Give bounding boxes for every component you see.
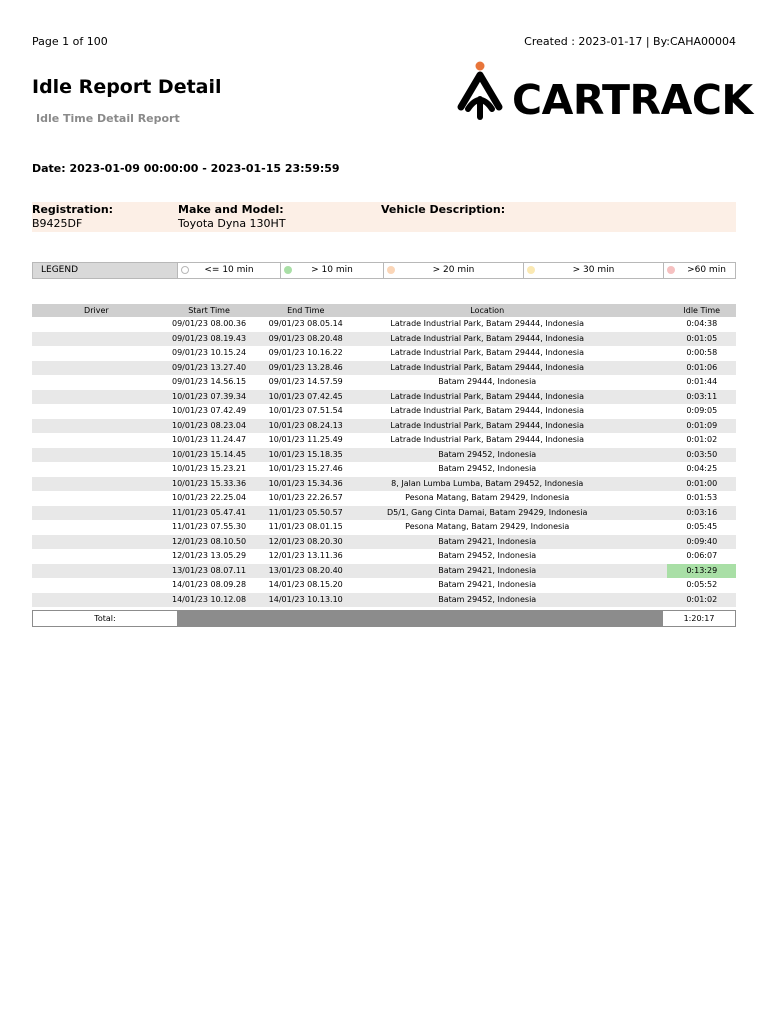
driver-cell <box>32 520 161 535</box>
total-row <box>32 610 736 627</box>
location-cell: Latrade Industrial Park, Batam 29444, Indonesia <box>390 406 585 415</box>
created-info: Created : 2023-01-17 | By:CAHA00004 <box>524 35 736 48</box>
legend-title-cell <box>33 263 177 278</box>
location-cell: Latrade Industrial Park, Batam 29444, Indonesia <box>390 348 585 357</box>
start-time-cell: 12/01/23 08.10.50 <box>161 535 258 550</box>
col-driver: Driver <box>32 304 161 317</box>
idle-time-cell: 0:04:25 <box>686 464 718 473</box>
spacer-cell <box>620 491 667 506</box>
idle-time-cell: 0:04:38 <box>686 319 718 328</box>
end-time-cell: 10/01/23 22.26.57 <box>268 493 343 502</box>
location-cell: Batam 29421, Indonesia <box>354 564 620 579</box>
spacer-cell <box>620 317 667 332</box>
start-time-cell: 14/01/23 08.09.28 <box>172 580 247 589</box>
spacer-cell <box>620 564 667 579</box>
spacer-cell <box>620 506 667 521</box>
end-time-cell: 10/01/23 07.42.45 <box>257 390 354 405</box>
table-row <box>32 477 736 492</box>
col-idle-time: Idle Time <box>667 304 736 317</box>
table-row <box>32 346 736 361</box>
end-time-cell: 10/01/23 15.34.36 <box>257 477 354 492</box>
idle-time-cell: 0:09:05 <box>686 406 718 415</box>
idle-time-cell: 0:06:07 <box>686 551 718 560</box>
total-value: 1:20:17 <box>662 611 735 626</box>
idle-report-table <box>32 304 736 607</box>
make-model-value: Toyota Dyna 130HT <box>178 217 286 230</box>
driver-cell <box>32 593 161 608</box>
legend-label: > 30 min <box>572 265 615 275</box>
start-time-cell: 10/01/23 15.33.36 <box>161 477 258 492</box>
end-time-cell: 13/01/23 08.20.40 <box>257 564 354 579</box>
table-row <box>32 535 736 550</box>
start-time-cell: 10/01/23 15.14.45 <box>161 448 258 463</box>
location-cell: Latrade Industrial Park, Batam 29444, Indonesia <box>354 361 620 376</box>
driver-cell <box>32 390 161 405</box>
end-time-cell: 12/01/23 13.11.36 <box>268 551 343 560</box>
location-cell: Batam 29452, Indonesia <box>354 593 620 608</box>
idle-time-cell: 0:01:00 <box>667 477 736 492</box>
legend-item <box>383 263 523 278</box>
idle-time-cell: 0:01:09 <box>667 419 736 434</box>
location-cell: Latrade Industrial Park, Batam 29444, Indonesia <box>354 332 620 347</box>
end-time-cell: 09/01/23 13.28.46 <box>257 361 354 376</box>
legend-title: LEGEND <box>41 265 79 275</box>
idle-time-cell: 0:05:52 <box>686 580 718 589</box>
registration-value: B9425DF <box>32 217 83 230</box>
start-time-cell: 10/01/23 07.39.34 <box>161 390 258 405</box>
location-cell: D5/1, Gang Cinta Damai, Batam 29429, Indonesia <box>354 506 620 521</box>
col-location: Location <box>354 304 620 317</box>
col-spacer <box>620 304 667 317</box>
driver-cell <box>32 535 161 550</box>
spacer-cell <box>620 520 667 535</box>
legend <box>32 262 736 279</box>
idle-time-cell: 0:01:53 <box>686 493 718 502</box>
start-time-cell: 12/01/23 13.05.29 <box>172 551 247 560</box>
idle-time-cell: 0:03:50 <box>667 448 736 463</box>
end-time-cell: 09/01/23 08.05.14 <box>268 319 343 328</box>
end-time-cell: 14/01/23 10.13.10 <box>257 593 354 608</box>
driver-cell <box>32 448 161 463</box>
idle-time-cell: 0:03:11 <box>667 390 736 405</box>
spacer-cell <box>620 448 667 463</box>
spacer-cell <box>620 361 667 376</box>
table-row <box>32 433 736 448</box>
col-start-time: Start Time <box>161 304 258 317</box>
idle-time-cell: 0:01:06 <box>667 361 736 376</box>
location-cell: Batam 29444, Indonesia <box>438 377 537 386</box>
end-time-cell: 10/01/23 07.51.54 <box>268 406 343 415</box>
spacer-cell <box>620 462 667 477</box>
start-time-cell: 11/01/23 05.47.41 <box>161 506 258 521</box>
table-row <box>32 361 736 376</box>
report-title: Idle Report Detail <box>32 76 222 98</box>
start-time-cell: 09/01/23 10.15.24 <box>172 348 247 357</box>
driver-cell <box>32 477 161 492</box>
location-cell: 8, Jalan Lumba Lumba, Batam 29452, Indonesia <box>354 477 620 492</box>
driver-cell <box>32 549 161 564</box>
table-row <box>32 317 736 332</box>
driver-cell <box>32 346 161 361</box>
start-time-cell: 11/01/23 07.55.30 <box>172 522 247 531</box>
idle-time-cell: 0:13:29 <box>667 564 736 579</box>
idle-time-cell: 0:03:16 <box>667 506 736 521</box>
driver-cell <box>32 317 161 332</box>
idle-time-cell: 0:05:45 <box>686 522 718 531</box>
idle-time-cell: 0:00:58 <box>686 348 718 357</box>
location-cell: Batam 29452, Indonesia <box>438 464 537 473</box>
start-time-cell: 10/01/23 11.24.47 <box>172 435 247 444</box>
start-time-cell: 10/01/23 07.42.49 <box>172 406 247 415</box>
driver-cell <box>32 462 161 477</box>
table-row <box>32 549 736 564</box>
driver-cell <box>32 491 161 506</box>
end-time-cell: 10/01/23 08.24.13 <box>257 419 354 434</box>
spacer-cell <box>620 375 667 390</box>
table-row <box>32 462 736 477</box>
legend-item <box>523 263 663 278</box>
end-time-cell: 09/01/23 14.57.59 <box>268 377 343 386</box>
driver-cell <box>32 433 161 448</box>
table-row <box>32 593 736 608</box>
table-row <box>32 404 736 419</box>
cartrack-logo-text: CARTRACK <box>512 76 753 124</box>
location-cell: Batam 29421, Indonesia <box>438 580 537 589</box>
spacer-cell <box>620 477 667 492</box>
spacer-cell <box>620 593 667 608</box>
spacer-cell <box>620 578 667 593</box>
end-time-cell: 14/01/23 08.15.20 <box>268 580 343 589</box>
location-cell: Latrade Industrial Park, Batam 29444, Indonesia <box>354 390 620 405</box>
location-cell: Latrade Industrial Park, Batam 29444, Indonesia <box>354 419 620 434</box>
table-row <box>32 448 736 463</box>
legend-label: > 20 min <box>432 265 475 275</box>
location-cell: Latrade Industrial Park, Batam 29444, Indonesia <box>390 319 585 328</box>
report-subtitle: Idle Time Detail Report <box>36 112 180 125</box>
table-row <box>32 506 736 521</box>
table-row <box>32 390 736 405</box>
legend-item <box>663 263 735 278</box>
end-time-cell: 10/01/23 15.18.35 <box>257 448 354 463</box>
location-cell: Pesona Matang, Batam 29429, Indonesia <box>405 493 570 502</box>
driver-cell <box>32 375 161 390</box>
driver-cell <box>32 404 161 419</box>
start-time-cell: 09/01/23 13.27.40 <box>161 361 258 376</box>
spacer-cell <box>620 535 667 550</box>
end-time-cell: 11/01/23 05.50.57 <box>257 506 354 521</box>
table-row <box>32 491 736 506</box>
spacer-cell <box>620 390 667 405</box>
driver-cell <box>32 564 161 579</box>
legend-item <box>177 263 280 278</box>
location-cell: Batam 29452, Indonesia <box>354 448 620 463</box>
start-time-cell: 09/01/23 14.56.15 <box>172 377 247 386</box>
start-time-cell: 10/01/23 08.23.04 <box>161 419 258 434</box>
location-cell: Pesona Matang, Batam 29429, Indonesia <box>405 522 570 531</box>
idle-time-cell: 0:01:05 <box>667 332 736 347</box>
registration-label: Registration: <box>32 203 114 216</box>
end-time-cell: 10/01/23 11.25.49 <box>268 435 343 444</box>
legend-dot-icon <box>667 266 675 274</box>
start-time-cell: 13/01/23 08.07.11 <box>161 564 258 579</box>
legend-label: >60 min <box>687 265 726 275</box>
idle-time-cell: 0:09:40 <box>667 535 736 550</box>
spacer-cell <box>620 419 667 434</box>
end-time-cell: 09/01/23 10.16.22 <box>268 348 343 357</box>
driver-cell <box>32 578 161 593</box>
table-row <box>32 520 736 535</box>
table-row <box>32 564 736 579</box>
page-number: Page 1 of 100 <box>32 35 108 48</box>
location-cell: Batam 29452, Indonesia <box>438 551 537 560</box>
start-time-cell: 09/01/23 08.19.43 <box>161 332 258 347</box>
make-model-label: Make and Model: <box>178 203 284 216</box>
driver-cell <box>32 332 161 347</box>
date-range: Date: 2023-01-09 00:00:00 - 2023-01-15 23:59:59 <box>32 162 340 175</box>
legend-item <box>280 263 383 278</box>
total-bar <box>177 611 662 626</box>
location-cell: Latrade Industrial Park, Batam 29444, Indonesia <box>390 435 585 444</box>
end-time-cell: 10/01/23 15.27.46 <box>268 464 343 473</box>
spacer-cell <box>620 346 667 361</box>
total-label: Total: <box>33 611 177 626</box>
spacer-cell <box>620 433 667 448</box>
table-row <box>32 375 736 390</box>
legend-label: > 10 min <box>311 265 353 275</box>
start-time-cell: 10/01/23 15.23.21 <box>172 464 247 473</box>
table-row <box>32 578 736 593</box>
spacer-cell <box>620 549 667 564</box>
table-row <box>32 419 736 434</box>
start-time-cell: 09/01/23 08.00.36 <box>172 319 247 328</box>
start-time-cell: 14/01/23 10.12.08 <box>161 593 258 608</box>
table-header-row <box>32 304 736 317</box>
spacer-cell <box>620 332 667 347</box>
legend-label: <= 10 min <box>204 265 254 275</box>
driver-cell <box>32 419 161 434</box>
table-row <box>32 332 736 347</box>
idle-time-cell: 0:01:02 <box>686 435 718 444</box>
location-cell: Batam 29421, Indonesia <box>354 535 620 550</box>
idle-time-cell: 0:01:02 <box>667 593 736 608</box>
spacer-cell <box>620 404 667 419</box>
end-time-cell: 09/01/23 08.20.48 <box>257 332 354 347</box>
driver-cell <box>32 361 161 376</box>
vehicle-description-label: Vehicle Description: <box>381 203 506 216</box>
start-time-cell: 10/01/23 22.25.04 <box>172 493 247 502</box>
col-end-time: End Time <box>257 304 354 317</box>
end-time-cell: 12/01/23 08.20.30 <box>257 535 354 550</box>
idle-time-cell: 0:01:44 <box>686 377 718 386</box>
end-time-cell: 11/01/23 08.01.15 <box>268 522 343 531</box>
driver-cell <box>32 506 161 521</box>
